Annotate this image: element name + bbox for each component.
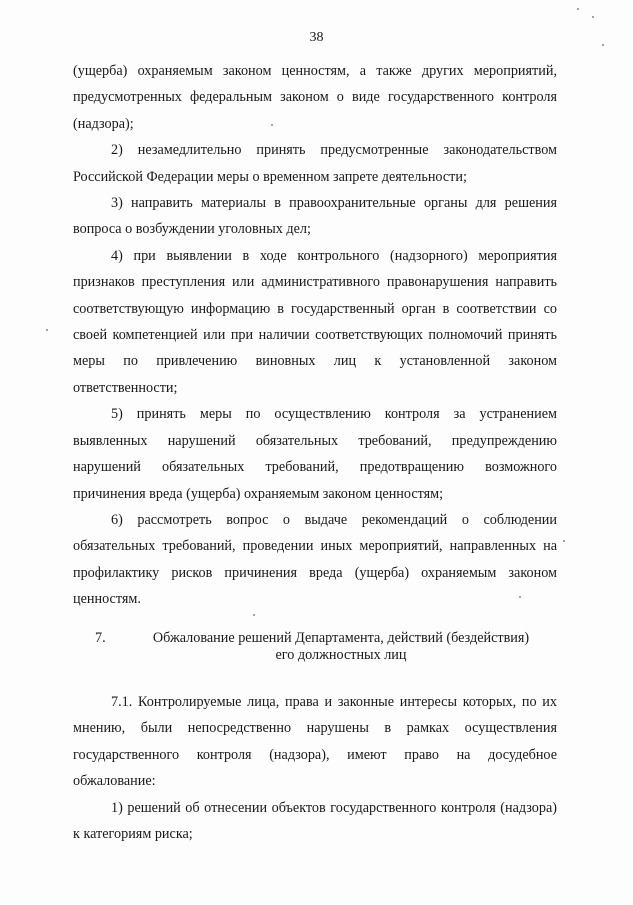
paragraph: 2) незамедлительно принять предусмотренные законодательством Российской Федерации меры о временном запрете деятельности;	[73, 142, 557, 185]
paragraph: 1) решений об отнесении объектов государственного контроля (надзора) к категориям риска;	[73, 799, 557, 843]
paragraph: 6) рассмотреть вопрос о выдаче рекомендаций о соблюдении обязательных требований, проведении иных мероприятий, направленных на профилактику рисков причинения вреда (ущерба) охраняемым законом ценностям.	[73, 511, 557, 608]
section-number: 7.	[95, 630, 106, 646]
section-heading	[73, 630, 557, 664]
paragraph: 7.1. Контролируемые лица, права и законные интересы которых, по их мнению, были непосредственно нарушены в рамках осуществления государственного контроля (надзора), имеют право на досудебное обжалование:	[73, 694, 557, 790]
scan-speck	[563, 540, 565, 542]
body-text-top	[73, 58, 557, 613]
scan-speck	[271, 124, 273, 126]
section-title-line1: Обжалование решений Департамента, действий (бездействия)	[152, 630, 530, 646]
body-text-bottom	[73, 689, 557, 847]
paragraph: (ущерба) охраняемым законом ценностям, а также других мероприятий, предусмотренных федеральным законом о виде государственного контроля (надзора);	[73, 63, 557, 132]
scan-speck	[602, 44, 604, 46]
scan-speck	[253, 614, 255, 616]
section-title-line2: его должностных лиц	[275, 647, 407, 663]
page-number: 38	[309, 30, 324, 45]
scan-speck	[592, 16, 594, 18]
paragraph: 3) направить материалы в правоохранительные органы для решения вопроса о возбуждении уголовных дел;	[73, 195, 557, 238]
paragraph: 4) при выявлении в ходе контрольного (надзорного) мероприятия признаков преступления или административного правонарушения направить соответствующую информацию в государственный орган в соответствии со своей компетенцией или при наличии соответствующих полномочий принять меры по привлечению виновных лиц к установленной законом ответственности;	[73, 247, 557, 396]
paragraph: 5) принять меры по осуществлению контроля за устранением выявленных нарушений обязательных требований, предупреждению нарушений обязательных требований, предотвращению возможного причинения вреда (ущерба) охраняемым законом ценностям;	[73, 406, 557, 502]
scan-speck	[46, 329, 48, 331]
scan-speck	[577, 8, 579, 10]
scan-speck	[519, 596, 521, 598]
